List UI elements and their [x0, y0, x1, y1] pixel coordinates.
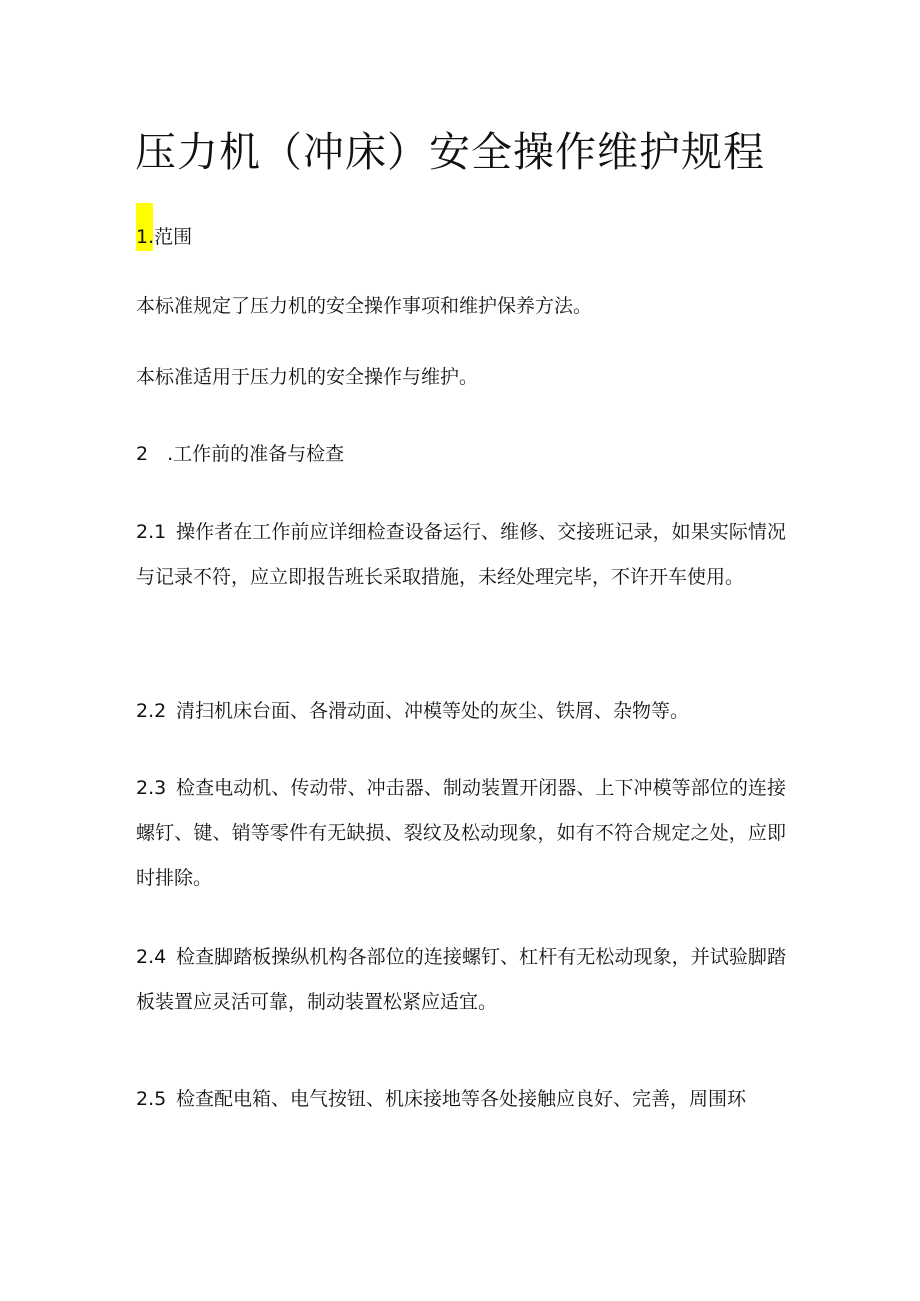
clause-number: 2.1: [136, 521, 167, 543]
clause-2-3: [136, 766, 786, 901]
clause-number: 2.4: [136, 946, 167, 968]
section-1-paragraph-1: 本标准规定了压力机的安全操作事项和维护保养方法。: [136, 295, 593, 317]
clause-text: 检查脚踏板操纵机构各部位的连接螺钉、杠杆有无松动现象，并试验脚踏板装置应灵活可靠，制动装置松紧应适宜。: [136, 946, 786, 1013]
clause-number: 2.5: [136, 1088, 167, 1110]
clause-text: 清扫机床台面、各滑动面、冲模等处的灰尘、铁屑、杂物等。: [176, 700, 690, 722]
clause-2-4: [136, 935, 786, 1025]
section-1-paragraph-2: 本标准适用于压力机的安全操作与维护。: [136, 366, 479, 388]
section-2-heading: 2 .工作前的准备与检查: [136, 443, 345, 465]
clause-number: 2.2: [136, 700, 167, 722]
document-title: 压力机（冲床）安全操作维护规程: [135, 128, 765, 176]
clause-text: 操作者在工作前应详细检查设备运行、维修、交接班记录，如果实际情况与记录不符，应立即报告班长采取措施，未经处理完毕，不许开车使用。: [136, 521, 786, 588]
clause-text: 检查配电箱、电气按钮、机床接地等各处接触应良好、完善，周围环: [176, 1088, 747, 1110]
clause-number: 2.3: [136, 777, 167, 799]
section-1-heading: 1.范围: [136, 226, 193, 248]
clause-text: 检查电动机、传动带、冲击器、制动装置开闭器、上下冲模等部位的连接螺钉、键、销等零件有无缺损、裂纹及松动现象，如有不符合规定之处，应即时排除。: [136, 777, 786, 889]
clause-2-1: [136, 510, 786, 600]
clause-2-2: [136, 689, 786, 734]
clause-2-5: [136, 1077, 786, 1122]
